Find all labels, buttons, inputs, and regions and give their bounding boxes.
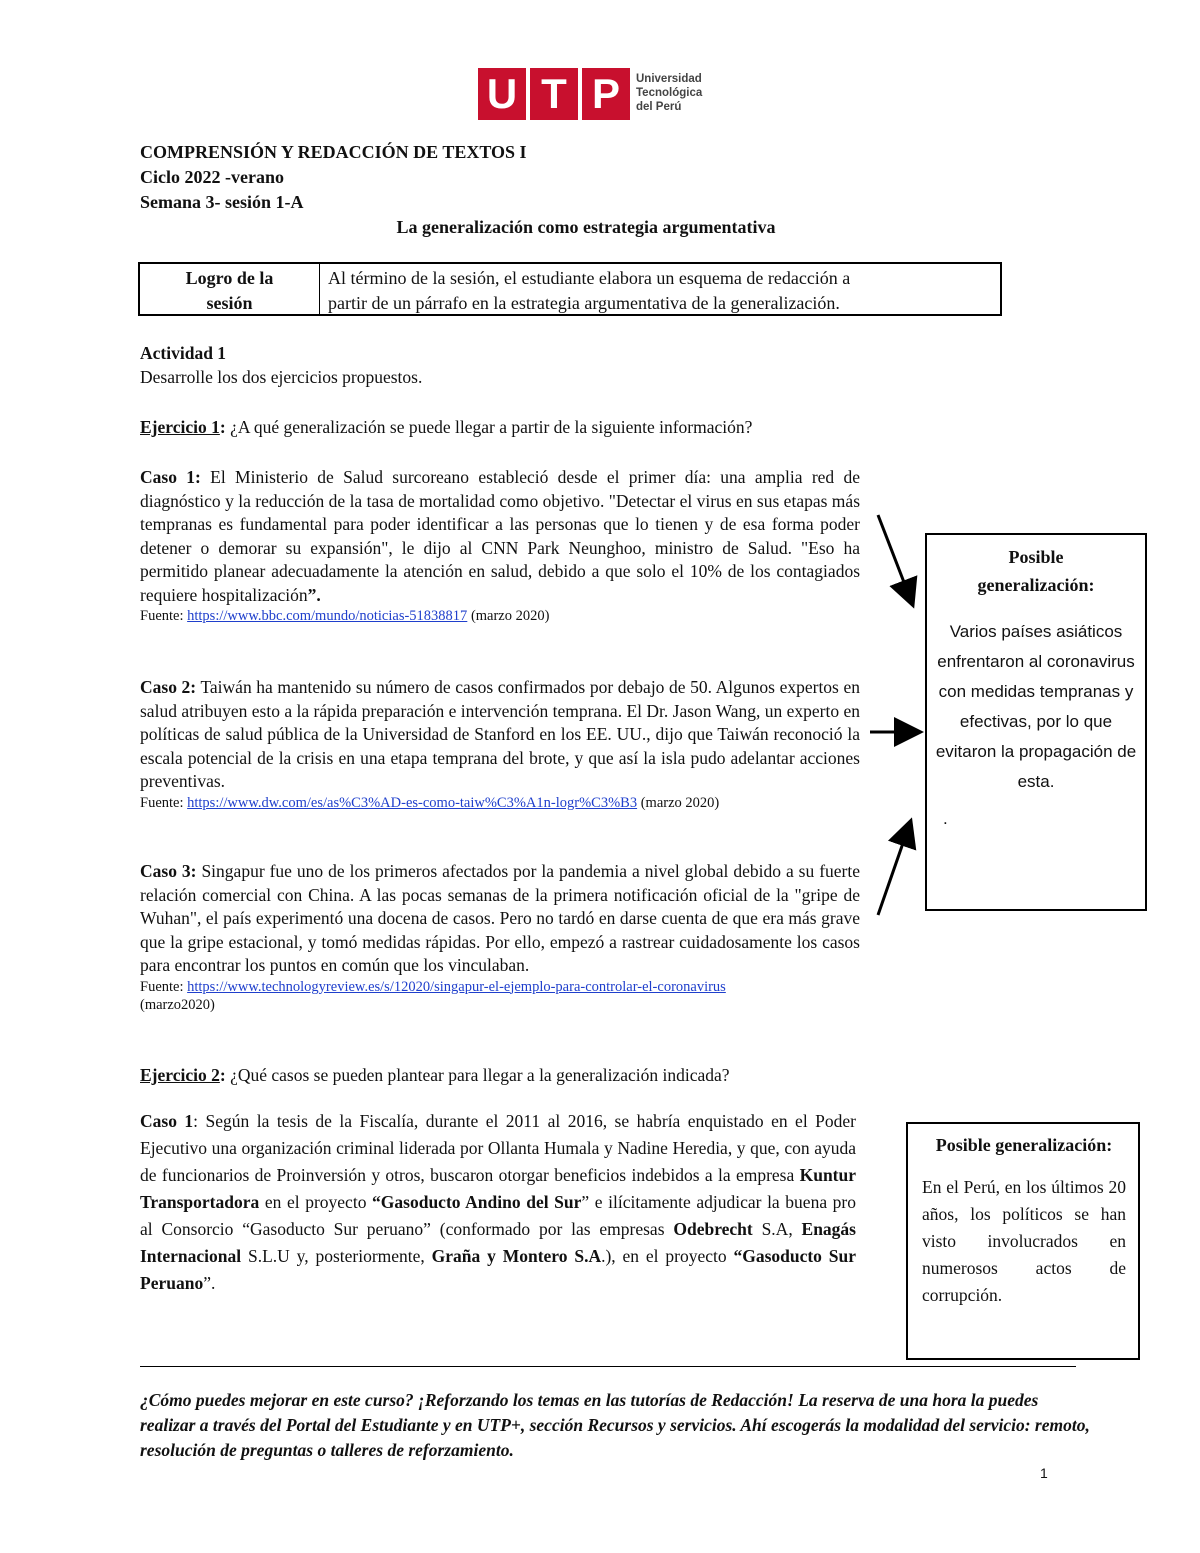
ej2-caso1-bold-5: Graña y Montero S.A bbox=[431, 1246, 602, 1266]
logo-letter-u: U bbox=[478, 68, 526, 120]
ejercicio1-question: ¿A qué generalización se puede llegar a partir de la siguiente información? bbox=[230, 417, 753, 437]
ejercicio1-label: Ejercicio 1 bbox=[140, 417, 220, 437]
logo-line-3: del Perú bbox=[636, 101, 682, 113]
caso2-source-link[interactable]: https://www.dw.com/es/as%C3%AD-es-como-taiw%C3%A1n-logr%C3%B3 bbox=[187, 794, 638, 811]
caso3-source bbox=[140, 978, 860, 1014]
ejercicio2-question: ¿Qué casos se pueden plantear para llegar a la generalización indicada? bbox=[230, 1065, 730, 1085]
caso1-label: Caso 1: bbox=[140, 467, 201, 487]
caso3-block bbox=[140, 860, 860, 1014]
logo-text bbox=[636, 72, 702, 114]
logro-text bbox=[328, 266, 993, 316]
box1-dot: . bbox=[943, 809, 948, 828]
caso3-text: Singapur fue uno de los primeros afectados por la pandemia a nivel global debido a su fuerte relación comercial con China. A las pocas semanas de la primera notificación oficial de la "gripe de Wuhan", el país experimentó una docena de casos. Pero no tardó en darse cuenta de que era más grave que la gripe estacional, y tomó medidas rápidas. Por ello, empezó a rastrear cuidadosamente los casos para encontrar los puntos en común que los vinculaban. bbox=[140, 861, 861, 975]
ej2-caso1-text-6: .), en el proyecto bbox=[601, 1246, 734, 1266]
ej2-caso1-text-4: S.A, bbox=[752, 1219, 802, 1239]
logo-letter-p: P bbox=[582, 68, 630, 120]
caso2-text: Taiwán ha mantenido su número de casos confirmados por debajo de 50. Algunos expertos en salud atribuyen esto a la rápida preparación e intervención temprana. El Dr. Jason Wang, un experto en políticas de salud pública de la Universidad de Stanford en los EE. UU., dijo que Taiwán reconoció la escala potencial de la crisis en una etapa temprana del brote, y que así la isla pudo adelantar acciones preventivas. bbox=[140, 677, 860, 791]
caso3-source-link[interactable]: https://www.technologyreview.es/s/12020/singapur-el-ejemplo-para-controlar-el-coronavirus bbox=[187, 978, 726, 995]
caso1-source-label: Fuente: bbox=[140, 608, 188, 624]
caso3-label: Caso 3: bbox=[140, 861, 197, 881]
ej2-caso1-text-2: en el proyecto bbox=[259, 1192, 373, 1212]
logo-line-1: Universidad bbox=[636, 73, 702, 85]
caso1-source bbox=[140, 607, 860, 625]
logro-label-line-1: Logro de la bbox=[185, 268, 274, 288]
actividad-block bbox=[140, 342, 860, 389]
ej2-caso1-text-3: ” e ilícitamente adjudicar la buena pro al Consorcio “Gasoducto Sur peruano” (conformado por las empresas bbox=[140, 1192, 857, 1239]
posible-generalizacion-box-1 bbox=[925, 533, 1147, 911]
caso2-source bbox=[140, 794, 860, 812]
box1-title bbox=[927, 543, 1145, 599]
caso1-source-link[interactable]: https://www.bbc.com/mundo/noticias-51838817 bbox=[187, 608, 468, 624]
ej2-caso1-bold-4: Enagás Internacional bbox=[140, 1219, 856, 1266]
logro-table bbox=[138, 262, 1002, 316]
week-label: Semana 3- sesión 1-A bbox=[140, 192, 304, 212]
box2-body: En el Perú, en los últimos 20 años, los políticos se han visto involucrados en numerosos actos de corrupción. bbox=[922, 1177, 1126, 1305]
actividad-title: Actividad 1 bbox=[140, 343, 227, 363]
caso1-text-c: ”. bbox=[307, 584, 321, 605]
page-number: 1 bbox=[1040, 1465, 1048, 1481]
caso1-block bbox=[140, 466, 860, 625]
logro-text-line-1: Al término de la sesión, el estudiante elabora un esquema de redacción a bbox=[328, 268, 851, 288]
caso1-text-a: El Ministerio de Salud surcoreano estableció desde el primer día: una amplia red de diagnóstico y la reducción de la tasa de mortalidad como objetivo bbox=[140, 467, 860, 511]
logro-text-line-2: partir de un párrafo en la estrategia argumentativa de la generalización. bbox=[328, 293, 840, 313]
posible-generalizacion-box-2 bbox=[906, 1122, 1140, 1360]
caso3-source-label: Fuente: bbox=[140, 978, 188, 995]
footer-divider bbox=[140, 1366, 1076, 1367]
ej2-caso1-text-1: : Según la tesis de la Fiscalía, durante el 2011 al 2016, se habría enquistado en el Poder Ejecutivo una organización criminal liderada por Ollanta Humala y Nadine Heredia, y que, con ayuda de funcionarios de Proinversión y otros, buscaron otorgar beneficios indebidos a la empresa bbox=[140, 1111, 856, 1185]
caso2-label: Caso 2: bbox=[140, 677, 197, 697]
utp-logo bbox=[478, 68, 718, 122]
box1-title-line-1: Posible bbox=[1008, 547, 1064, 567]
actividad-instruction: Desarrolle los dos ejercicios propuestos. bbox=[140, 366, 423, 387]
logo-line-2: Tecnológica bbox=[636, 87, 703, 99]
ej2-caso1-text-7: ”. bbox=[203, 1273, 216, 1293]
page-title: La generalización como estrategia argumentativa bbox=[396, 217, 776, 237]
box1-title-line-2: generalización: bbox=[977, 575, 1095, 595]
caso2-block bbox=[140, 676, 860, 812]
ej2-caso1-bold-3: Odebrecht bbox=[673, 1219, 753, 1239]
ej2-caso1-bold-2: “Gasoducto Andino del Sur bbox=[372, 1192, 582, 1212]
caso1-source-date: (marzo 2020) bbox=[467, 608, 550, 624]
caso2-source-label: Fuente: bbox=[140, 794, 188, 811]
caso2-source-date: (marzo 2020) bbox=[637, 794, 720, 811]
ej2-caso1-bold-6: “Gasoducto Sur Peruano bbox=[140, 1246, 857, 1293]
footer-note: ¿Cómo puedes mejorar en este curso? ¡Reforzando los temas en las tutorías de Redacción! La reserva de una hora la puedes realizar a través del Portal del Estudiante y en UTP+, sección Recursos y servicios. Ahí escogerás la modalidad del servicio: remoto, resolución de preguntas o talleres de reforzamiento. bbox=[140, 1390, 1090, 1460]
ejercicio2-heading: Ejercicio 2: ¿Qué casos se pueden plantear para llegar a la generalización indicada? bbox=[140, 1065, 730, 1085]
ejercicio1-heading: Ejercicio 1: ¿A qué generalización se puede llegar a partir de la siguiente información? bbox=[140, 417, 753, 437]
course-title: COMPRENSIÓN Y REDACCIÓN DE TEXTOS I bbox=[140, 142, 527, 162]
cycle-label: Ciclo 2022 -verano bbox=[140, 167, 284, 187]
arrow-caso1 bbox=[878, 515, 912, 603]
ej2-caso1-label: Caso 1 bbox=[140, 1111, 194, 1131]
ej2-caso1-block bbox=[140, 1108, 856, 1297]
logro-label bbox=[140, 264, 320, 314]
ej2-caso1-bold-1: Kuntur Transportadora bbox=[140, 1165, 856, 1212]
box1-body: Varios países asiáticos enfrentaron al coronavirus con medidas tempranas y efectivas, por lo que evitaron la propagación de esta. bbox=[935, 622, 1137, 791]
arrow-caso3 bbox=[878, 823, 910, 915]
box2-title: Posible generalización: bbox=[935, 1135, 1113, 1155]
ej2-caso1-text-5: S.L.U y, posteriormente, bbox=[241, 1246, 432, 1266]
caso3-source-date: (marzo2020) bbox=[140, 996, 215, 1013]
logro-label-line-2: sesión bbox=[206, 293, 253, 313]
ejercicio2-label: Ejercicio 2 bbox=[140, 1065, 220, 1085]
logo-letter-t: T bbox=[530, 68, 578, 120]
caso1-text-b: . "Detectar el virus en sus etapas más tempranas es fundamental para poder identificar a las personas que lo tienen y de esa forma poder detener o demorar su expansión", le dijo al CNN Park Neunghoo, ministro de Salud. "Eso ha permitido planear adecuadamente la atención en salud, debido a que solo el 10% de los contagiados requiere hospitalización bbox=[140, 490, 860, 605]
